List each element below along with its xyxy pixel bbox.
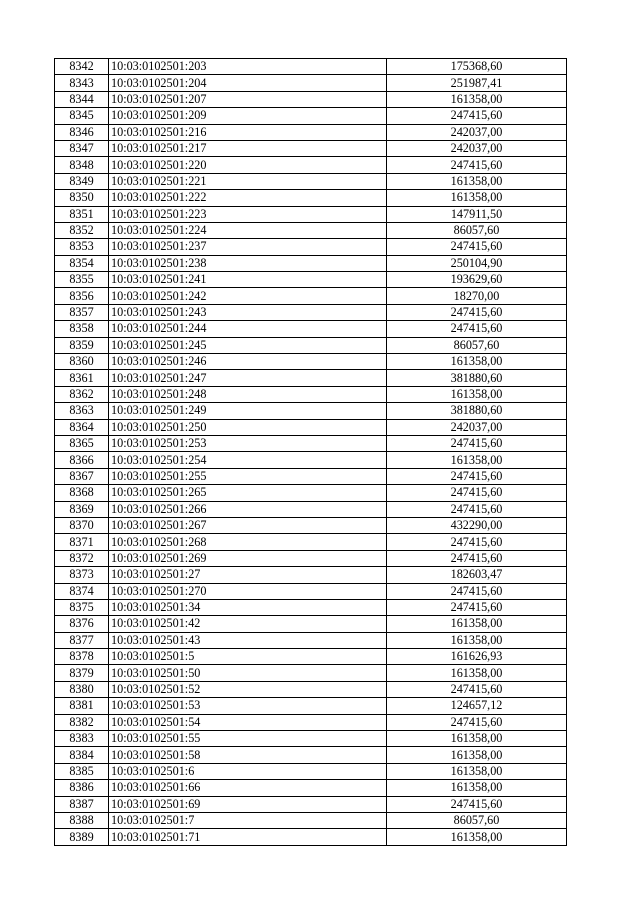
cadastral-value-cell: 242037,00 bbox=[387, 124, 567, 140]
row-number-cell: 8363 bbox=[55, 403, 109, 419]
table-row bbox=[55, 59, 567, 75]
cadastral-number-cell: 10:03:0102501:255 bbox=[109, 468, 387, 484]
cadastral-value-cell: 161358,00 bbox=[387, 763, 567, 779]
cadastral-number-cell: 10:03:0102501:253 bbox=[109, 435, 387, 451]
row-number-cell: 8384 bbox=[55, 747, 109, 763]
cadastral-number-cell: 10:03:0102501:250 bbox=[109, 419, 387, 435]
table-row bbox=[55, 272, 567, 288]
cadastral-value-cell: 250104,90 bbox=[387, 255, 567, 271]
row-number-cell: 8381 bbox=[55, 698, 109, 714]
table-row bbox=[55, 616, 567, 632]
cadastral-value-cell: 86057,60 bbox=[387, 222, 567, 238]
cadastral-value-cell: 161358,00 bbox=[387, 665, 567, 681]
row-number-cell: 8378 bbox=[55, 649, 109, 665]
cadastral-value-cell: 247415,60 bbox=[387, 435, 567, 451]
cadastral-number-cell: 10:03:0102501:221 bbox=[109, 173, 387, 189]
table-row bbox=[55, 419, 567, 435]
cadastral-number-cell: 10:03:0102501:55 bbox=[109, 731, 387, 747]
cadastral-value-cell: 247415,60 bbox=[387, 583, 567, 599]
cadastral-value-cell: 161358,00 bbox=[387, 829, 567, 845]
cadastral-value-cell: 247415,60 bbox=[387, 304, 567, 320]
row-number-cell: 8383 bbox=[55, 731, 109, 747]
cadastral-number-cell: 10:03:0102501:248 bbox=[109, 386, 387, 402]
table-row bbox=[55, 599, 567, 615]
cadastral-number-cell: 10:03:0102501:237 bbox=[109, 239, 387, 255]
row-number-cell: 8346 bbox=[55, 124, 109, 140]
row-number-cell: 8356 bbox=[55, 288, 109, 304]
cadastral-number-cell: 10:03:0102501:27 bbox=[109, 567, 387, 583]
row-number-cell: 8370 bbox=[55, 517, 109, 533]
row-number-cell: 8354 bbox=[55, 255, 109, 271]
cadastral-value-cell: 247415,60 bbox=[387, 796, 567, 812]
cadastral-number-cell: 10:03:0102501:220 bbox=[109, 157, 387, 173]
cadastral-value-cell: 432290,00 bbox=[387, 517, 567, 533]
table-row bbox=[55, 354, 567, 370]
row-number-cell: 8360 bbox=[55, 354, 109, 370]
cadastral-value-cell: 161358,00 bbox=[387, 780, 567, 796]
cadastral-number-cell: 10:03:0102501:222 bbox=[109, 190, 387, 206]
table-row bbox=[55, 403, 567, 419]
cadastral-number-cell: 10:03:0102501:6 bbox=[109, 763, 387, 779]
cadastral-value-cell: 161358,00 bbox=[387, 91, 567, 107]
row-number-cell: 8386 bbox=[55, 780, 109, 796]
table-body bbox=[55, 59, 567, 846]
cadastral-number-cell: 10:03:0102501:238 bbox=[109, 255, 387, 271]
row-number-cell: 8389 bbox=[55, 829, 109, 845]
cadastral-value-cell: 381880,60 bbox=[387, 370, 567, 386]
row-number-cell: 8377 bbox=[55, 632, 109, 648]
cadastral-value-cell: 242037,00 bbox=[387, 419, 567, 435]
table-row bbox=[55, 829, 567, 845]
cadastral-number-cell: 10:03:0102501:224 bbox=[109, 222, 387, 238]
cadastral-number-cell: 10:03:0102501:245 bbox=[109, 337, 387, 353]
row-number-cell: 8343 bbox=[55, 75, 109, 91]
cadastral-value-cell: 18270,00 bbox=[387, 288, 567, 304]
table-row bbox=[55, 222, 567, 238]
cadastral-value-cell: 247415,60 bbox=[387, 321, 567, 337]
cadastral-value-cell: 161358,00 bbox=[387, 747, 567, 763]
cadastral-value-cell: 161626,93 bbox=[387, 649, 567, 665]
table-row bbox=[55, 681, 567, 697]
table-row bbox=[55, 91, 567, 107]
table-row bbox=[55, 206, 567, 222]
table-row bbox=[55, 501, 567, 517]
cadastral-number-cell: 10:03:0102501:249 bbox=[109, 403, 387, 419]
cadastral-number-cell: 10:03:0102501:223 bbox=[109, 206, 387, 222]
cadastral-value-cell: 124657,12 bbox=[387, 698, 567, 714]
cadastral-number-cell: 10:03:0102501:270 bbox=[109, 583, 387, 599]
cadastral-number-cell: 10:03:0102501:217 bbox=[109, 140, 387, 156]
table-row bbox=[55, 370, 567, 386]
table-row bbox=[55, 173, 567, 189]
table-row bbox=[55, 157, 567, 173]
cadastral-value-cell: 161358,00 bbox=[387, 452, 567, 468]
cadastral-value-cell: 247415,60 bbox=[387, 239, 567, 255]
cadastral-number-cell: 10:03:0102501:58 bbox=[109, 747, 387, 763]
cadastral-number-cell: 10:03:0102501:242 bbox=[109, 288, 387, 304]
cadastral-number-cell: 10:03:0102501:50 bbox=[109, 665, 387, 681]
table-row bbox=[55, 665, 567, 681]
cadastral-number-cell: 10:03:0102501:52 bbox=[109, 681, 387, 697]
table-row bbox=[55, 435, 567, 451]
cadastral-value-cell: 381880,60 bbox=[387, 403, 567, 419]
cadastral-value-cell: 161358,00 bbox=[387, 190, 567, 206]
table-row bbox=[55, 812, 567, 828]
cadastral-value-cell: 247415,60 bbox=[387, 468, 567, 484]
cadastral-number-cell: 10:03:0102501:34 bbox=[109, 599, 387, 615]
row-number-cell: 8345 bbox=[55, 108, 109, 124]
cadastral-value-cell: 247415,60 bbox=[387, 534, 567, 550]
table-row bbox=[55, 337, 567, 353]
table-row bbox=[55, 239, 567, 255]
row-number-cell: 8369 bbox=[55, 501, 109, 517]
cadastral-number-cell: 10:03:0102501:247 bbox=[109, 370, 387, 386]
table-row bbox=[55, 649, 567, 665]
cadastral-number-cell: 10:03:0102501:254 bbox=[109, 452, 387, 468]
table-row bbox=[55, 485, 567, 501]
row-number-cell: 8373 bbox=[55, 567, 109, 583]
cadastral-value-cell: 175368,60 bbox=[387, 59, 567, 75]
cadastral-value-cell: 161358,00 bbox=[387, 386, 567, 402]
row-number-cell: 8379 bbox=[55, 665, 109, 681]
cadastral-value-cell: 247415,60 bbox=[387, 681, 567, 697]
row-number-cell: 8385 bbox=[55, 763, 109, 779]
row-number-cell: 8353 bbox=[55, 239, 109, 255]
table-row bbox=[55, 386, 567, 402]
cadastral-number-cell: 10:03:0102501:268 bbox=[109, 534, 387, 550]
table-row bbox=[55, 714, 567, 730]
row-number-cell: 8382 bbox=[55, 714, 109, 730]
row-number-cell: 8349 bbox=[55, 173, 109, 189]
cadastral-value-cell: 247415,60 bbox=[387, 485, 567, 501]
cadastral-number-cell: 10:03:0102501:266 bbox=[109, 501, 387, 517]
table-row bbox=[55, 304, 567, 320]
table-row bbox=[55, 108, 567, 124]
table-row bbox=[55, 763, 567, 779]
row-number-cell: 8365 bbox=[55, 435, 109, 451]
cadastral-number-cell: 10:03:0102501:267 bbox=[109, 517, 387, 533]
cadastral-value-cell: 161358,00 bbox=[387, 731, 567, 747]
cadastral-number-cell: 10:03:0102501:207 bbox=[109, 91, 387, 107]
row-number-cell: 8371 bbox=[55, 534, 109, 550]
cadastral-number-cell: 10:03:0102501:244 bbox=[109, 321, 387, 337]
row-number-cell: 8350 bbox=[55, 190, 109, 206]
table-row bbox=[55, 140, 567, 156]
table-row bbox=[55, 796, 567, 812]
cadastral-number-cell: 10:03:0102501:241 bbox=[109, 272, 387, 288]
cadastral-value-cell: 247415,60 bbox=[387, 501, 567, 517]
cadastral-number-cell: 10:03:0102501:66 bbox=[109, 780, 387, 796]
cadastral-number-cell: 10:03:0102501:246 bbox=[109, 354, 387, 370]
cadastral-value-cell: 86057,60 bbox=[387, 337, 567, 353]
table-row bbox=[55, 255, 567, 271]
cadastral-number-cell: 10:03:0102501:42 bbox=[109, 616, 387, 632]
row-number-cell: 8380 bbox=[55, 681, 109, 697]
table-row bbox=[55, 190, 567, 206]
cadastral-number-cell: 10:03:0102501:243 bbox=[109, 304, 387, 320]
table-row bbox=[55, 468, 567, 484]
cadastral-value-cell: 242037,00 bbox=[387, 140, 567, 156]
table-row bbox=[55, 124, 567, 140]
table-row bbox=[55, 583, 567, 599]
table-row bbox=[55, 698, 567, 714]
cadastral-value-cell: 182603,47 bbox=[387, 567, 567, 583]
cadastral-value-cell: 247415,60 bbox=[387, 157, 567, 173]
table-row bbox=[55, 452, 567, 468]
cadastral-value-cell: 161358,00 bbox=[387, 354, 567, 370]
table-row bbox=[55, 288, 567, 304]
cadastral-value-cell: 247415,60 bbox=[387, 108, 567, 124]
table-row bbox=[55, 75, 567, 91]
cadastral-value-cell: 86057,60 bbox=[387, 812, 567, 828]
cadastral-number-cell: 10:03:0102501:269 bbox=[109, 550, 387, 566]
cadastral-value-cell: 193629,60 bbox=[387, 272, 567, 288]
row-number-cell: 8388 bbox=[55, 812, 109, 828]
row-number-cell: 8376 bbox=[55, 616, 109, 632]
row-number-cell: 8372 bbox=[55, 550, 109, 566]
table-row bbox=[55, 534, 567, 550]
cadastral-value-cell: 161358,00 bbox=[387, 632, 567, 648]
row-number-cell: 8355 bbox=[55, 272, 109, 288]
row-number-cell: 8357 bbox=[55, 304, 109, 320]
row-number-cell: 8347 bbox=[55, 140, 109, 156]
row-number-cell: 8367 bbox=[55, 468, 109, 484]
cadastral-value-cell: 251987,41 bbox=[387, 75, 567, 91]
cadastral-number-cell: 10:03:0102501:54 bbox=[109, 714, 387, 730]
row-number-cell: 8342 bbox=[55, 59, 109, 75]
cadastral-value-cell: 247415,60 bbox=[387, 599, 567, 615]
cadastral-value-cell: 247415,60 bbox=[387, 550, 567, 566]
row-number-cell: 8374 bbox=[55, 583, 109, 599]
table-row bbox=[55, 731, 567, 747]
cadastral-number-cell: 10:03:0102501:71 bbox=[109, 829, 387, 845]
cadastral-number-cell: 10:03:0102501:204 bbox=[109, 75, 387, 91]
cadastral-value-cell: 147911,50 bbox=[387, 206, 567, 222]
table-row bbox=[55, 517, 567, 533]
cadastral-value-cell: 247415,60 bbox=[387, 714, 567, 730]
cadastral-number-cell: 10:03:0102501:43 bbox=[109, 632, 387, 648]
table-row bbox=[55, 567, 567, 583]
table-row bbox=[55, 747, 567, 763]
cadastral-value-cell: 161358,00 bbox=[387, 173, 567, 189]
row-number-cell: 8368 bbox=[55, 485, 109, 501]
table-row bbox=[55, 632, 567, 648]
cadastral-number-cell: 10:03:0102501:216 bbox=[109, 124, 387, 140]
row-number-cell: 8352 bbox=[55, 222, 109, 238]
row-number-cell: 8366 bbox=[55, 452, 109, 468]
row-number-cell: 8358 bbox=[55, 321, 109, 337]
row-number-cell: 8351 bbox=[55, 206, 109, 222]
cadastral-number-cell: 10:03:0102501:5 bbox=[109, 649, 387, 665]
row-number-cell: 8361 bbox=[55, 370, 109, 386]
cadastral-number-cell: 10:03:0102501:203 bbox=[109, 59, 387, 75]
table-row bbox=[55, 550, 567, 566]
table-row bbox=[55, 321, 567, 337]
cadastral-value-cell: 161358,00 bbox=[387, 616, 567, 632]
cadastral-number-cell: 10:03:0102501:7 bbox=[109, 812, 387, 828]
row-number-cell: 8359 bbox=[55, 337, 109, 353]
cadastral-number-cell: 10:03:0102501:209 bbox=[109, 108, 387, 124]
row-number-cell: 8364 bbox=[55, 419, 109, 435]
cadastral-value-table bbox=[54, 58, 567, 846]
row-number-cell: 8362 bbox=[55, 386, 109, 402]
row-number-cell: 8375 bbox=[55, 599, 109, 615]
cadastral-number-cell: 10:03:0102501:69 bbox=[109, 796, 387, 812]
row-number-cell: 8344 bbox=[55, 91, 109, 107]
cadastral-number-cell: 10:03:0102501:265 bbox=[109, 485, 387, 501]
table-row bbox=[55, 780, 567, 796]
row-number-cell: 8387 bbox=[55, 796, 109, 812]
row-number-cell: 8348 bbox=[55, 157, 109, 173]
cadastral-number-cell: 10:03:0102501:53 bbox=[109, 698, 387, 714]
